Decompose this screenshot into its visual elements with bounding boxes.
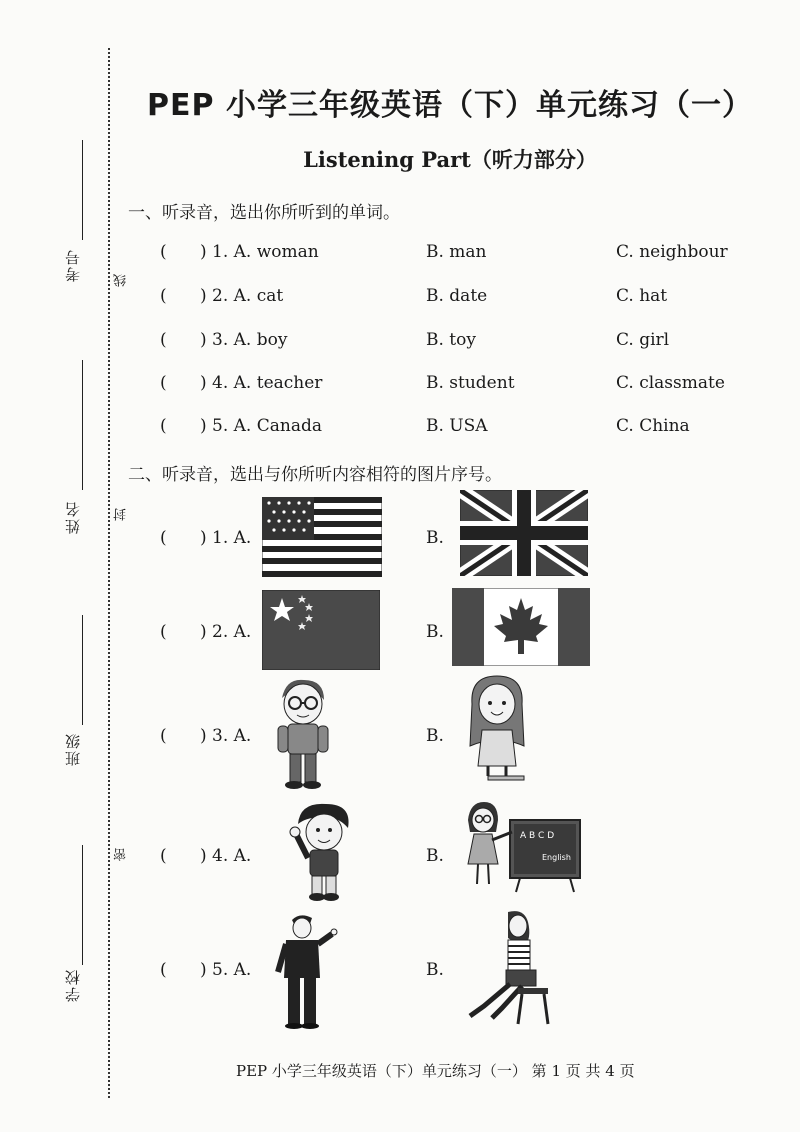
canada-flag-icon[interactable] — [452, 588, 590, 666]
answer-paren[interactable]: ( — [160, 846, 167, 866]
blackboard-word: English — [542, 853, 571, 862]
china-flag-icon[interactable] — [262, 590, 380, 670]
question-row — [160, 416, 780, 442]
school-blank[interactable] — [82, 845, 83, 965]
page-subtitle: Listening Part（听力部分） — [303, 147, 597, 172]
answer-paren[interactable]: ( — [160, 330, 167, 350]
school-label: 学校 — [64, 968, 82, 1002]
option-a-label: ) 2. A. — [200, 622, 252, 642]
waving-boy-icon[interactable] — [286, 800, 358, 904]
option-c: C. girl — [616, 330, 670, 350]
class-label: 班级 — [64, 732, 82, 766]
woman-on-stool-icon[interactable] — [462, 908, 562, 1026]
option-b-label: B. — [426, 846, 444, 866]
option-a: ) 4. A. teacher — [200, 373, 323, 393]
option-b: B. student — [426, 373, 515, 393]
option-a-label: ) 3. A. — [200, 726, 252, 746]
man-in-suit-icon[interactable] — [270, 912, 340, 1030]
answer-paren[interactable]: ( — [160, 960, 167, 980]
option-a: ) 3. A. boy — [200, 330, 288, 350]
question-row — [160, 286, 780, 312]
boy-with-glasses-icon[interactable] — [268, 676, 338, 790]
name-blank[interactable] — [82, 360, 83, 490]
answer-paren[interactable]: ( — [160, 416, 167, 436]
option-c: C. classmate — [616, 373, 725, 393]
answer-paren[interactable]: ( — [160, 373, 167, 393]
option-c: C. hat — [616, 286, 668, 306]
option-b: B. toy — [426, 330, 476, 350]
answer-paren[interactable]: ( — [160, 622, 167, 642]
blackboard-letters: A B C D — [520, 831, 555, 841]
cut-mark-secret: 密 — [114, 848, 129, 861]
usa-flag-icon[interactable] — [262, 497, 382, 577]
binding-dotted-line — [108, 48, 110, 1098]
option-b: B. date — [426, 286, 488, 306]
page-title: PEP 小学三年级英语（下）单元练习（一） — [147, 88, 753, 123]
teacher-at-blackboard-icon[interactable] — [460, 798, 600, 894]
option-b: B. USA — [426, 416, 488, 436]
name-label: 姓名 — [64, 500, 82, 534]
option-b-label: B. — [426, 726, 444, 746]
question-row — [160, 242, 780, 268]
page-footer: PEP 小学三年级英语（下）单元练习（一） 第 1 页 共 4 页 — [236, 1062, 635, 1080]
option-a: ) 2. A. cat — [200, 286, 284, 306]
option-b: B. man — [426, 242, 487, 262]
girl-long-hair-icon[interactable] — [462, 674, 532, 782]
exam-no-label: 考号 — [64, 248, 82, 282]
option-b-label: B. — [426, 960, 444, 980]
option-a: ) 1. A. woman — [200, 242, 319, 262]
answer-paren[interactable]: ( — [160, 528, 167, 548]
option-a: ) 5. A. Canada — [200, 416, 322, 436]
option-a-label: ) 5. A. — [200, 960, 252, 980]
question-row — [160, 373, 780, 399]
option-c: C. neighbour — [616, 242, 728, 262]
uk-flag-icon[interactable] — [460, 490, 588, 576]
section2-heading: 二、听录音，选出与你所听内容相符的图片序号。 — [128, 465, 502, 485]
exam-no-blank[interactable] — [82, 140, 83, 240]
answer-paren[interactable]: ( — [160, 242, 167, 262]
cut-mark-seal: 封 — [114, 508, 129, 521]
option-a-label: ) 4. A. — [200, 846, 252, 866]
question-row — [160, 330, 780, 356]
option-b-label: B. — [426, 622, 444, 642]
option-b-label: B. — [426, 528, 444, 548]
section1-heading: 一、听录音，选出你所听到的单词。 — [128, 203, 400, 223]
answer-paren[interactable]: ( — [160, 726, 167, 746]
answer-paren[interactable]: ( — [160, 286, 167, 306]
cut-mark-line: 线 — [114, 274, 129, 287]
option-a-label: ) 1. A. — [200, 528, 252, 548]
class-blank[interactable] — [82, 615, 83, 725]
option-c: C. China — [616, 416, 690, 436]
